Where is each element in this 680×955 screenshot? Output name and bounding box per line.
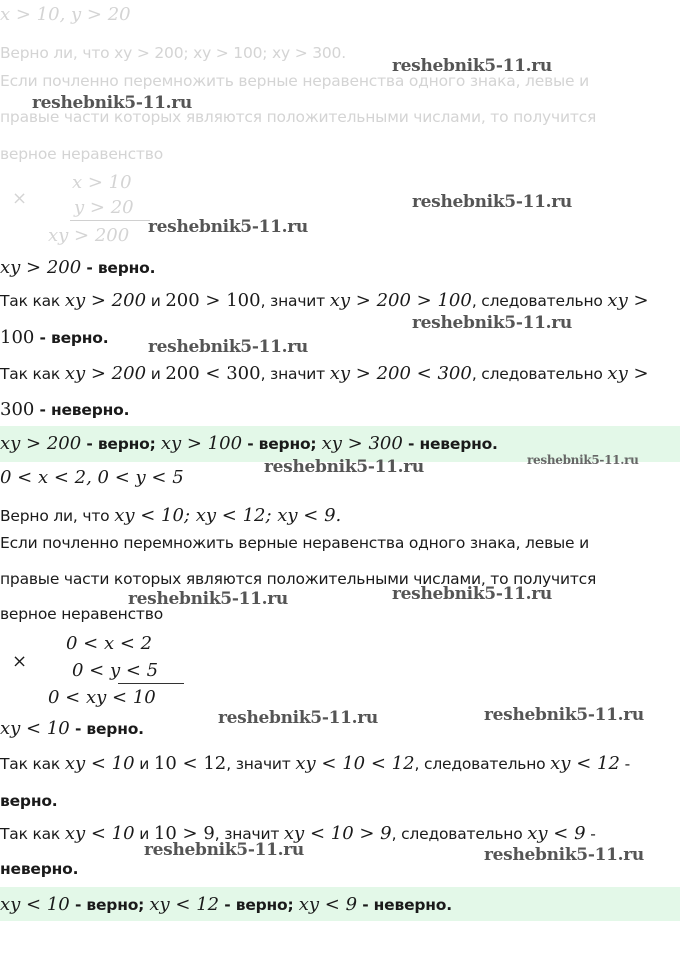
question-2: Верно ли, что xy < 10; xy < 12; xy < 9. — [0, 505, 342, 526]
explain-1-line3: верное неравенство — [0, 145, 163, 163]
multiply-sign-1: × — [12, 188, 28, 209]
watermark: reshebnik5-11.ru — [264, 457, 424, 477]
condition-1: x > 10, y > 20 — [0, 4, 131, 25]
watermark: reshebnik5-11.ru — [484, 845, 644, 865]
system-2-rule — [118, 683, 184, 684]
explain-1-line2: правые части которых являются положительными числами, то получится — [0, 108, 597, 126]
watermark-small: reshebnik5-11.ru — [527, 453, 639, 467]
system-2-row3: 0 < xy < 10 — [48, 687, 156, 708]
reason-1b: 100 - верно. — [0, 327, 109, 348]
condition-2: 0 < x < 2, 0 < y < 5 — [0, 467, 184, 488]
watermark: reshebnik5-11.ru — [128, 589, 288, 609]
answer-2: xy < 10 - верно; xy < 12 - верно; xy < 9 - неверно. — [0, 894, 452, 915]
explain-2-line1: Если почленно перемножить верные неравенства одного знака, левые и — [0, 534, 589, 552]
watermark: reshebnik5-11.ru — [484, 705, 644, 725]
system-1-row2: y > 20 — [74, 197, 134, 218]
reason-2c: Так как xy < 10 и 10 > 9, значит xy < 10 > 9, следовательно xy < 9 - — [0, 823, 596, 844]
reason-2b: верно. — [0, 792, 58, 810]
reason-2a: Так как xy < 10 и 10 < 12, значит xy < 10 < 12, следовательно xy < 12 - — [0, 753, 631, 774]
multiply-sign-2: × — [12, 651, 28, 672]
result-1-word: - верно. — [81, 259, 156, 277]
watermark: reshebnik5-11.ru — [218, 708, 378, 728]
watermark: reshebnik5-11.ru — [32, 93, 192, 113]
watermark: reshebnik5-11.ru — [148, 337, 308, 357]
watermark: reshebnik5-11.ru — [144, 840, 304, 860]
watermark: reshebnik5-11.ru — [148, 217, 308, 237]
watermark: reshebnik5-11.ru — [412, 192, 572, 212]
explain-1-line1: Если почленно перемножить верные неравенства одного знака, левые и — [0, 72, 589, 90]
reason-1c: Так как xy > 200 и 200 < 300, значит xy > 200 < 300, следовательно xy > — [0, 363, 649, 384]
watermark: reshebnik5-11.ru — [412, 313, 572, 333]
explain-2-line2: правые части которых являются положительными числами, то получится — [0, 570, 597, 588]
system-1-row1: x > 10 — [72, 172, 132, 193]
system-1-rule — [70, 220, 150, 221]
watermark: reshebnik5-11.ru — [392, 56, 552, 76]
reason-2d: неверно. — [0, 860, 79, 878]
explain-2-line3: верное неравенство — [0, 605, 163, 623]
reason-1d: 300 - неверно. — [0, 399, 130, 420]
result-1 — [0, 257, 155, 278]
system-1-row3: xy > 200 — [48, 225, 130, 246]
result-2: xy < 10 - верно. — [0, 718, 144, 739]
reason-1a: Так как xy > 200 и 200 > 100, значит xy > 200 > 100, следовательно xy > — [0, 290, 649, 311]
answer-1: xy > 200 - верно; xy > 100 - верно; xy > 300 - неверно. — [0, 433, 498, 454]
watermark: reshebnik5-11.ru — [392, 584, 552, 604]
system-2-row1: 0 < x < 2 — [66, 633, 153, 654]
question-1: Верно ли, что xy > 200; xy > 100; xy > 300. — [0, 44, 346, 62]
system-2-row2: 0 < y < 5 — [72, 660, 159, 681]
result-1-math: xy > 200 — [0, 257, 82, 278]
